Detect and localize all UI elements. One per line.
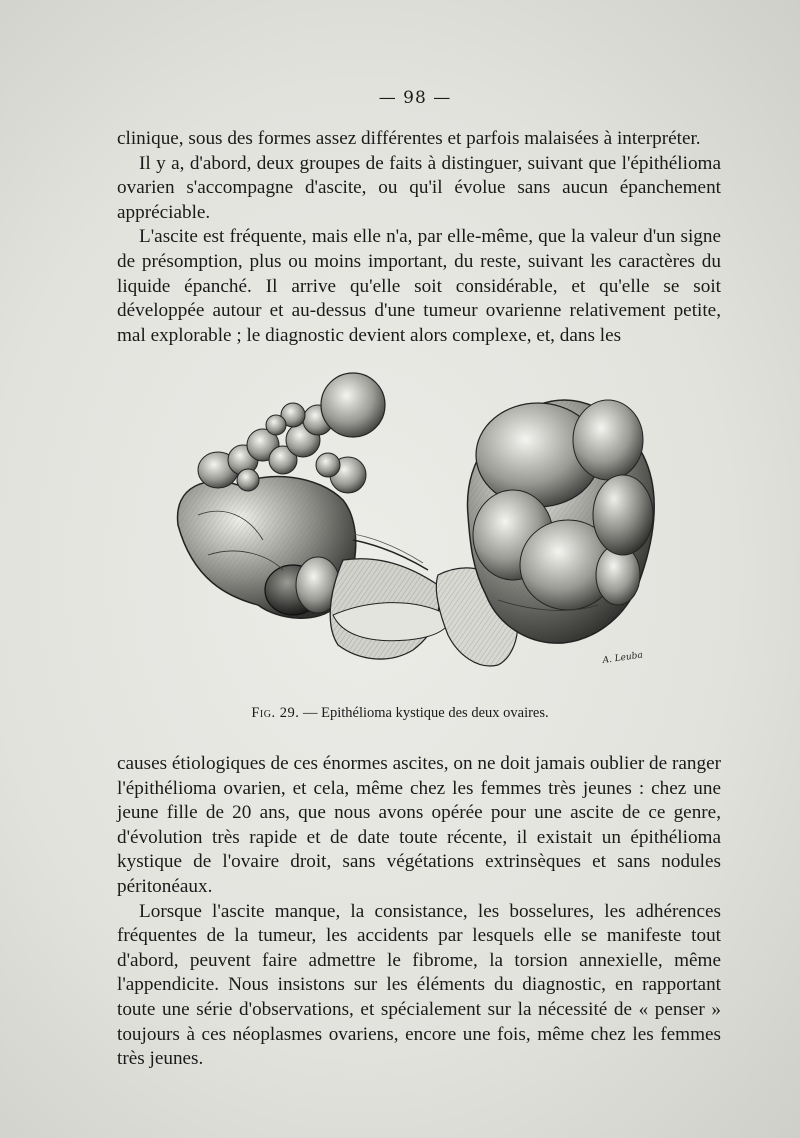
figure-caption-text: — Epithélioma kystique des deux ovaires. bbox=[302, 705, 549, 721]
anatomical-illustration bbox=[168, 365, 663, 695]
paragraph: Lorsque l'ascite manque, la consistance, les bosselures, les adhérences fréquentes de la tumeur, les accidents par lesquels elle se manifeste tout d'abord, peuvent faire admettre le fibrome, la torsion annexielle, même l'appendicite. Nous insistons sur les éléments du diagnostic, en rapportant toute une série d'observations, et spécialement sur la nécessité de « penser » toujours à ces néoplasmes ovariens, encore une fois, même chez les femmes très jeunes. bbox=[117, 900, 721, 1070]
top-text-block bbox=[117, 127, 721, 348]
paragraph: Il y a, d'abord, deux groupes de faits à distinguer, suivant que l'épithélioma ovarien s'accompagne d'ascite, ou qu'il évolue sans aucun épanchement appréciable. bbox=[117, 152, 721, 223]
paragraph: clinique, sous des formes assez différentes et parfois malaisées à interpréter. bbox=[117, 128, 701, 149]
artist-signature: A. Leuba bbox=[602, 650, 644, 666]
figure-label: Fig. 29. bbox=[251, 705, 300, 721]
figure-caption bbox=[0, 705, 800, 722]
page-number: — 98 — bbox=[378, 88, 452, 108]
paragraph: causes étiologiques de ces énormes ascites, on ne doit jamais oublier de ranger l'épithélioma ovarien, et cela, même chez les femmes très jeunes : chez une jeune fille de 20 ans, que nous avons opérée pour une ascite de ce genre, d'évolution très rapide et de date toute récente, il existait un épithélioma kystique de l'ovaire droit, sans végétations extrinsèques et sans nodules péritonéaux. bbox=[117, 753, 721, 897]
bottom-text-block bbox=[117, 752, 721, 1072]
paragraph: L'ascite est fréquente, mais elle n'a, par elle-même, que la valeur d'un signe de présomption, plus ou moins important, du reste, suivant les caractères du liquide épanché. Il arrive qu'elle soit considérable, et qu'elle se soit développée autour et au-dessus d'une tumeur ovarienne relativement petite, mal explorable ; le diagnostic devient alors complexe, et, dans les bbox=[117, 226, 721, 346]
right-ovary-mass bbox=[468, 400, 655, 643]
